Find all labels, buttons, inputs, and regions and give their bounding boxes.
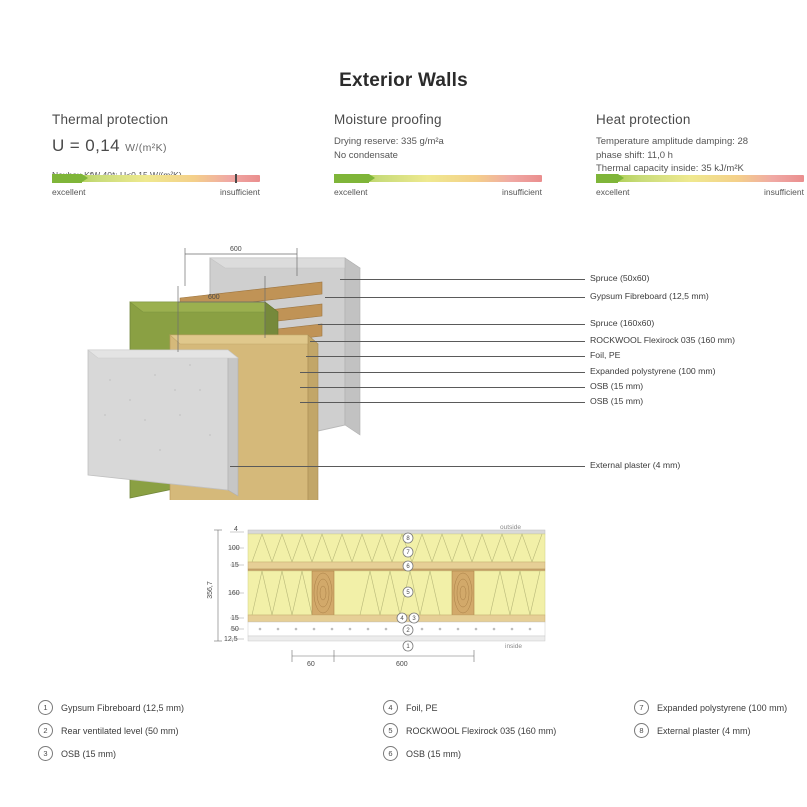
legend-label: Rear ventilated level (50 mm) — [61, 725, 179, 736]
thermal-scale-arrow — [52, 174, 82, 183]
section-marker-5 — [403, 587, 413, 597]
thermal-scale-marker — [235, 174, 237, 183]
drying-reserve: Drying reserve: 335 g/m²a — [334, 136, 444, 147]
list-item — [38, 723, 318, 738]
callout-line — [306, 356, 585, 357]
u-value — [52, 136, 302, 156]
metric-moisture-proofing — [334, 112, 584, 197]
list-item — [38, 700, 318, 715]
dim-600-second: 600 — [208, 294, 220, 301]
legend-number: 4 — [383, 700, 398, 715]
heat-scale-arrow — [596, 174, 618, 183]
phase-shift: phase shift: 11,0 h — [596, 149, 673, 161]
moisture-scale — [334, 175, 542, 197]
section-marker-1 — [403, 641, 413, 651]
dim-60: 60 — [307, 661, 315, 668]
u-value-number: U = 0,14 — [52, 136, 120, 155]
callout-line — [300, 387, 585, 388]
dim-layer-50: 50 — [231, 626, 239, 633]
callout-line — [318, 324, 585, 325]
svg-text:4: 4 — [400, 616, 404, 622]
legend-number: 7 — [634, 700, 649, 715]
thermal-capacity: Thermal capacity inside: 35 kJ/m²K — [596, 163, 744, 174]
svg-text:5: 5 — [406, 590, 410, 596]
legend-number: 2 — [38, 723, 53, 738]
scale-label-left: excellent — [52, 187, 86, 197]
svg-text:6: 6 — [406, 564, 410, 570]
legend-number: 6 — [383, 746, 398, 761]
section-marker-2 — [403, 625, 413, 635]
legend-number: 3 — [38, 746, 53, 761]
dim-total-thickness: 356,7 — [207, 581, 214, 599]
legend-label: External plaster (4 mm) — [657, 725, 751, 736]
dim-layer-12-5: 12,5 — [224, 636, 238, 643]
callout-line — [300, 372, 585, 373]
section-marker-4 — [397, 613, 407, 623]
label-inside: inside — [505, 643, 522, 650]
callout-label-external-plaster: External plaster (4 mm) — [590, 460, 681, 470]
legend-number: 1 — [38, 700, 53, 715]
page-title: Exterior Walls — [339, 70, 468, 91]
section-marker-8 — [403, 533, 413, 543]
callout-line — [325, 297, 585, 298]
u-value-unit: W/(m²K) — [125, 142, 167, 154]
scale-label-left: excellent — [334, 187, 368, 197]
svg-text:2: 2 — [406, 628, 410, 634]
callout-group — [300, 258, 800, 488]
svg-text:1: 1 — [406, 644, 410, 650]
metric-thermal-protection — [52, 112, 302, 197]
moisture-scale-arrow — [334, 174, 369, 183]
legend-label: Expanded polystyrene (100 mm) — [657, 702, 788, 713]
heat-scale — [596, 175, 804, 197]
legend-label: OSB (15 mm) — [406, 748, 462, 759]
scale-label-right: insufficient — [501, 187, 542, 197]
legend-column-1 — [38, 700, 318, 769]
callout-label-spruce-50x60: Spruce (50x60) — [590, 273, 650, 283]
legend-column-3 — [634, 700, 807, 746]
wall-section-drawing — [200, 520, 600, 680]
callout-label-osb-1: OSB (15 mm) — [590, 381, 644, 391]
section-marker-3 — [409, 613, 419, 623]
section-marker-6 — [403, 561, 413, 571]
legend-label: OSB (15 mm) — [61, 748, 117, 759]
dim-layer-4: 4 — [234, 526, 238, 533]
list-item — [383, 746, 663, 761]
amplitude-damping: Temperature amplitude damping: 28 — [596, 136, 749, 147]
dim-600-top: 600 — [230, 246, 242, 253]
list-item — [634, 723, 807, 738]
thermal-scale — [52, 175, 260, 197]
callout-label-eps: Expanded polystyrene (100 mm) — [590, 366, 716, 376]
metric-heading: Thermal protection — [52, 112, 169, 127]
svg-text:8: 8 — [406, 536, 410, 542]
legend-label: ROCKWOOL Flexirock 035 (160 mm) — [406, 725, 557, 736]
scale-label-right: insufficient — [763, 187, 804, 197]
metric-heat-protection — [596, 112, 806, 197]
list-item — [383, 723, 663, 738]
callout-label-gypsum-fibreboard: Gypsum Fibreboard (12,5 mm) — [590, 291, 709, 301]
callout-line — [300, 402, 585, 403]
scale-label-left: excellent — [596, 187, 630, 197]
callout-label-rockwool: ROCKWOOL Flexirock 035 (160 mm) — [590, 335, 735, 345]
legend-column-2 — [383, 700, 663, 769]
dim-layer-100: 100 — [228, 545, 240, 552]
metrics-row — [0, 112, 807, 222]
section-marker-7 — [403, 547, 413, 557]
legend-label: Foil, PE — [406, 702, 438, 713]
legend-number: 8 — [634, 723, 649, 738]
metric-heading: Moisture proofing — [334, 112, 442, 127]
list-item — [383, 700, 663, 715]
dim-layer-15b: 15 — [231, 615, 239, 622]
condensate: No condensate — [334, 149, 398, 161]
dim-layer-160: 160 — [228, 590, 240, 597]
label-outside: outside — [500, 524, 521, 531]
callout-label-foil-pe: Foil, PE — [590, 350, 621, 360]
legend-number: 5 — [383, 723, 398, 738]
callout-line — [230, 466, 585, 467]
callout-line — [340, 279, 585, 280]
callout-label-osb-2: OSB (15 mm) — [590, 396, 644, 406]
dim-600-section: 600 — [396, 661, 408, 668]
legend-label: Gypsum Fibreboard (12,5 mm) — [61, 702, 185, 713]
scale-label-right: insufficient — [219, 187, 260, 197]
callout-line — [310, 341, 585, 342]
list-item — [38, 746, 318, 761]
list-item — [634, 700, 807, 715]
metric-heading: Heat protection — [596, 112, 691, 127]
svg-text:3: 3 — [412, 616, 416, 622]
callout-label-spruce-160x60: Spruce (160x60) — [590, 318, 655, 328]
svg-text:7: 7 — [406, 550, 410, 556]
dim-layer-15a: 15 — [231, 562, 239, 569]
